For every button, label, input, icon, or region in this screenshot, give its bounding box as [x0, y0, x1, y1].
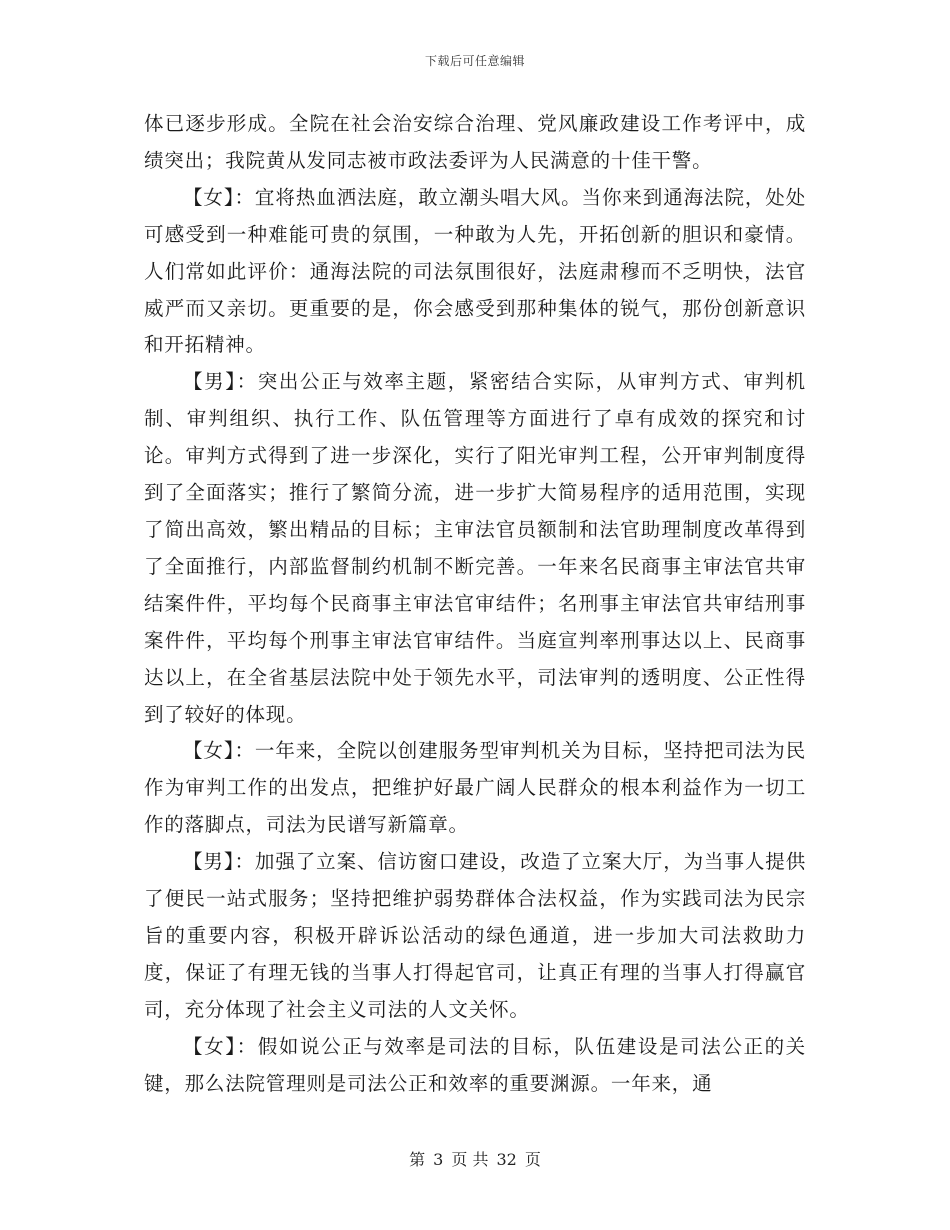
- current-page-number: 3: [433, 1150, 444, 1169]
- paragraph-1: 体已逐步形成。全院在社会治安综合治理、党风廉政建设工作考评中，成绩突出；我院黄从发同志被市政法委评为人民满意的十佳干警。: [144, 112, 806, 172]
- footer-middle: 页 共: [451, 1150, 489, 1169]
- footer-suffix: 页: [524, 1150, 541, 1169]
- page-footer: [0, 1147, 950, 1170]
- paragraph-2: 【女】：宜将热血洒法庭，敢立潮头唱大风。当你来到通海法院，处处可感受到一种难能可贵的氛围，一种敢为人先，开拓创新的胆识和豪情。人们常如此评价：通海法院的司法氛围很好，法庭肃穆而不乏明快，法官威严而又亲切。更重要的是，你会感受到那种集体的锐气，那份创新意识和开拓精神。: [144, 185, 806, 357]
- paragraph-4: 【女】：一年来，全院以创建服务型审判机关为目标，坚持把司法为民作为审判工作的出发点，把维护好最广阔人民群众的根本利益作为一切工作的落脚点，司法为民谱写新篇章。: [144, 739, 806, 837]
- page-header: 下载后可任意编辑: [424, 54, 525, 68]
- total-page-count: 32: [496, 1150, 517, 1169]
- paragraph-3: 【男】：突出公正与效率主题，紧密结合实际，从审判方式、审判机制、审判组织、执行工作、队伍管理等方面进行了卓有成效的探究和讨论。审判方式得到了进一步深化，实行了阳光审判工程，公开审判制度得到了全面落实；推行了繁简分流，进一步扩大简易程序的适用范围，实现了简出高效，繁出精品的目标；主审法官员额制和法官助理制度改革得到了全面推行，内部监督制约机制不断完善。一年来名民商事主审法官共审结案件件，平均每个民商事主审法官审结件；名刑事主审法官共审结刑事案件件，平均每个刑事主审法官审结件。当庭宣判率刑事达以上、民商事达以上，在全省基层法院中处于领先水平，司法审判的透明度、公正性得到了较好的体现。: [144, 370, 806, 726]
- footer-prefix: 第: [409, 1150, 426, 1169]
- document-body: [144, 106, 806, 1102]
- paragraph-5: 【男】：加强了立案、信访窗口建设，改造了立案大厅，为当事人提供了便民一站式服务；坚持把维护弱势群体合法权益，作为实践司法为民宗旨的重要内容，积极开辟诉讼活动的绿色通道，进一步加大司法救助力度，保证了有理无钱的当事人打得起官司，让真正有理的当事人打得赢官司，充分体现了社会主义司法的人文关怀。: [144, 850, 806, 1021]
- paragraph-6: 【女】：假如说公正与效率是司法的目标，队伍建设是司法公正的关键，那么法院管理则是司法公正和效率的重要渊源。一年来，通: [144, 1034, 806, 1095]
